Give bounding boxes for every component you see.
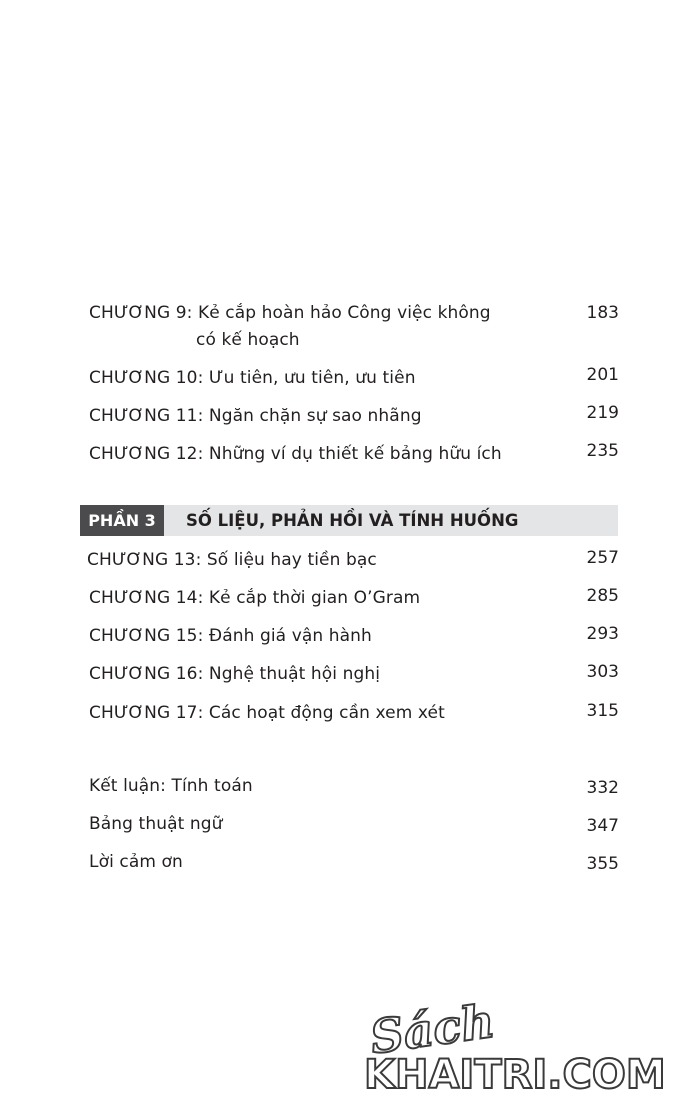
toc-entry-ch14-page: 285 bbox=[586, 586, 619, 606]
toc-entry-ch12-page: 235 bbox=[586, 441, 619, 461]
toc-entry-ch14-title: CHƯƠNG 14: Kẻ cắp thời gian O’Gram bbox=[89, 588, 421, 608]
toc-entry-ch10-page: 201 bbox=[586, 365, 619, 385]
part-title: SỐ LIỆU, PHẢN HỒI VÀ TÍNH HUỐNG bbox=[186, 511, 519, 530]
part-header bbox=[80, 505, 618, 536]
toc-entry-ch17-title: CHƯƠNG 17: Các hoạt động cần xem xét bbox=[89, 703, 445, 723]
toc-entry-glossary-title: Bảng thuật ngữ bbox=[89, 814, 223, 834]
part-label: PHẦN 3 bbox=[80, 505, 164, 536]
watermark-brand: KHAITRI.COM bbox=[364, 1052, 666, 1098]
watermark-logo bbox=[360, 993, 690, 1114]
toc-entry-ch17-page: 315 bbox=[586, 701, 619, 721]
toc-entry-ch9-title: CHƯƠNG 9: Kẻ cắp hoàn hảo Công việc không bbox=[89, 303, 491, 323]
toc-entry-ch13-title: CHƯƠNG 13: Số liệu hay tiền bạc bbox=[87, 550, 377, 570]
toc-entry-ch12-title: CHƯƠNG 12: Những ví dụ thiết kế bảng hữu ích bbox=[89, 444, 502, 464]
toc-entry-ch9-page: 183 bbox=[586, 303, 619, 323]
toc-entry-acknowledgements-page: 355 bbox=[586, 854, 619, 874]
toc-entry-acknowledgements-title: Lời cảm ơn bbox=[89, 852, 183, 872]
toc-entry-conclusion-title: Kết luận: Tính toán bbox=[89, 776, 253, 796]
toc-entry-glossary-page: 347 bbox=[586, 816, 619, 836]
toc-entry-ch15-page: 293 bbox=[586, 624, 619, 644]
toc-entry-conclusion-page: 332 bbox=[586, 778, 619, 798]
toc-entry-ch13-page: 257 bbox=[586, 548, 619, 568]
toc-entry-ch15-title: CHƯƠNG 15: Đánh giá vận hành bbox=[89, 626, 372, 646]
toc-entry-ch11-page: 219 bbox=[586, 403, 619, 423]
toc-entry-ch16-page: 303 bbox=[586, 662, 619, 682]
toc-entry-ch10-title: CHƯƠNG 10: Ưu tiên, ưu tiên, ưu tiên bbox=[89, 368, 416, 388]
toc-entry-ch11-title: CHƯƠNG 11: Ngăn chặn sự sao nhãng bbox=[89, 406, 422, 426]
watermark-script: Sách bbox=[366, 993, 498, 1065]
toc-entry-ch16-title: CHƯƠNG 16: Nghệ thuật hội nghị bbox=[89, 664, 381, 684]
toc-entry-ch9-title-cont: có kế hoạch bbox=[196, 330, 300, 350]
